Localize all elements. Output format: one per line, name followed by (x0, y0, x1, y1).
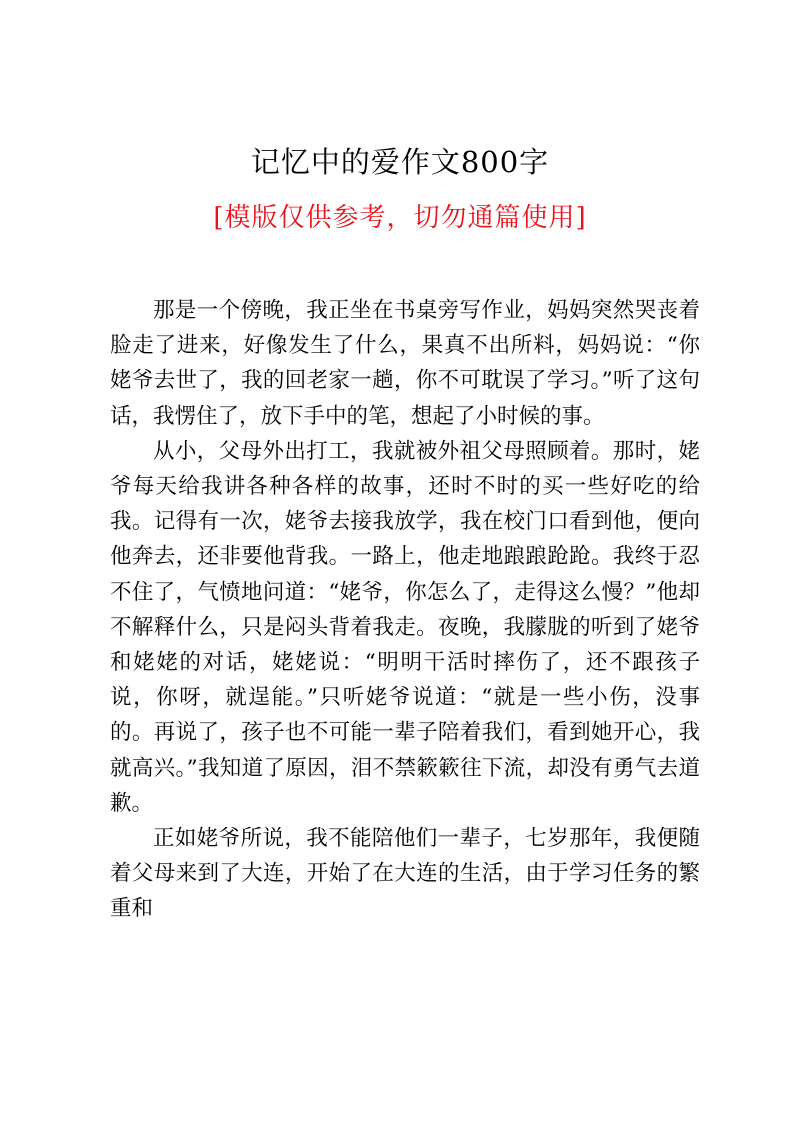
document-title: 记忆中的爱作文800字 (250, 145, 550, 179)
paragraph-2: 从小，父母外出打工，我就被外祖父母照顾着。那时，姥爷每天给我讲各种各样的故事，还时不时的买一些好吃的给我。记得有一次，姥爷去接我放学，我在校门口看到他，便向他奔去，还非要他背我。一路上，他走地踉踉跄跄。我终于忍不住了，气愤地问道：“姥爷，你怎么了，走得这么慢？”他却不解释什么，只是闷头背着我走。夜晚，我朦胧的听到了姥爷和姥姥的对话，姥姥说：“明明干活时摔伤了，还不跟孩子说，你呀，就逞能。”只听姥爷说道：“就是一些小伤，没事的。再说了，孩子也不可能一辈子陪着我们，看到她开心，我就高兴。”我知道了原因，泪不禁簌簌往下流，却没有勇气去道歉。 (110, 438, 700, 816)
document-body (110, 293, 700, 927)
paragraph-1: 那是一个傍晚，我正坐在书桌旁写作业，妈妈突然哭丧着脸走了进来，好像发生了什么，果真不出所料，妈妈说：“你姥爷去世了，我的回老家一趟，你不可耽误了学习。”听了这句话，我愣住了，放下手中的笔，想起了小时候的事。 (110, 298, 700, 429)
paragraph-3: 正如姥爷所说，我不能陪他们一辈子，七岁那年，我便随着父母来到了大连，开始了在大连的生活，由于学习任务的繁重和 (110, 826, 700, 922)
document-subtitle: [模版仅供参考，切勿通篇使用] (213, 203, 587, 233)
